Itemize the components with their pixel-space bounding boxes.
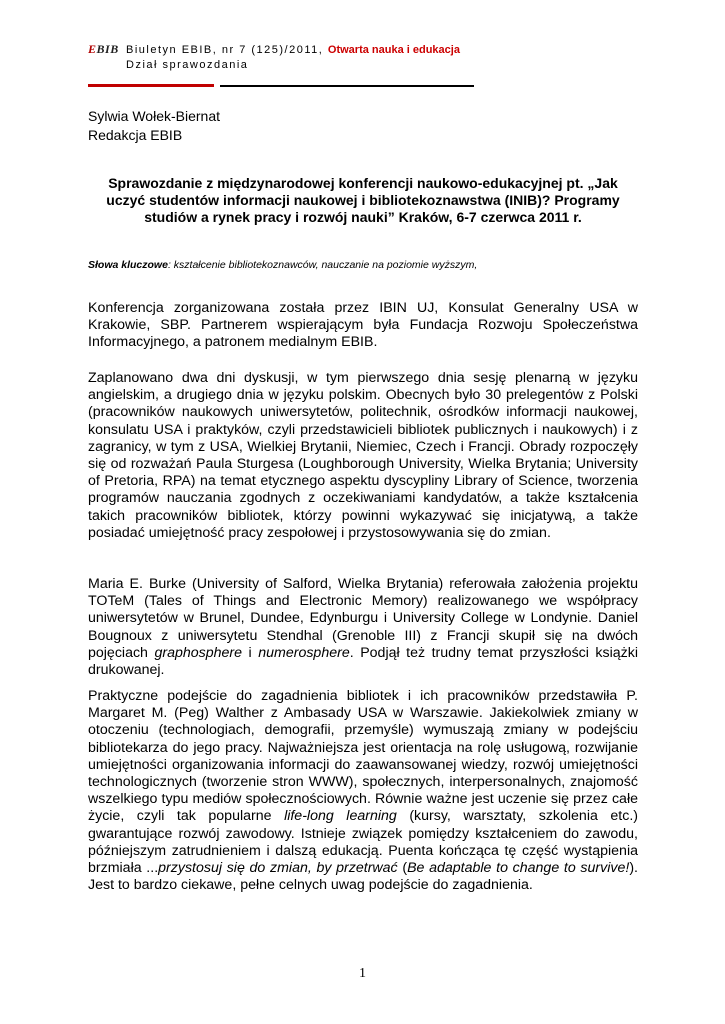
author-org: Redakcja EBIB bbox=[88, 127, 183, 143]
keywords bbox=[88, 259, 477, 271]
header-rule-red bbox=[88, 84, 214, 87]
issue-label: Biuletyn EBIB, nr 7 (125)/2011, bbox=[126, 44, 324, 56]
p3-term-numerosphere: numerosphere bbox=[258, 644, 350, 661]
p3-text: . Podjął też trudny temat przyszłości książki drukowanej. bbox=[88, 644, 639, 679]
p3-text: i bbox=[242, 644, 259, 661]
paragraph-1: Konferencja zorganizowana została przez IBIN UJ, Konsulat Generalny USA w Krakowie, SBP. Partnerem wspierającym była Fundacja Rozwoju Społeczeństwa Informacyjnego, a patronem medialnym EBIB. bbox=[88, 300, 638, 351]
p4-quote-pl: przystosuj się do zmian, by przetrwać bbox=[158, 860, 398, 877]
p4-text: ). Jest to bardzo ciekawe, pełne celnych uwag podejście do zagadnienia. bbox=[88, 860, 638, 894]
logo-prefix: E bbox=[88, 42, 97, 56]
logo-rest: BIB bbox=[96, 42, 119, 56]
department-label: Dział sprawozdania bbox=[126, 59, 249, 71]
p3-text: Maria E. Burke (University of Salford, Wielka Brytania) referowała założenia projektu TOTeM (Tales of Things and Electronic Memory) realizowanego we współpracy uniwersytetów w Brunel, Dundee, Edynburgu i University College w Londynie. Daniel Bougnoux z uniwersytetu Stendhal (Grenoble III) z Francji skupił się na dwóch pojęciach bbox=[88, 576, 638, 661]
p4-text: ( bbox=[397, 860, 408, 877]
paragraph-2: Zaplanowano dwa dni dyskusji, w tym pierwszego dnia sesję plenarną w języku angielskim, a drugiego dnia w języku polskim. Obecnych było 30 prelegentów z Polski (pracowników naukowych uniwersytetów, politechnik, ośrodków informacji naukowej, konsulatu USA i praktyków, czyli przedstawicieli bibliotek publicznych i naukowych) i z zagranicy, w tym z USA, Wielkiej Brytanii, Niemiec, Czech i Francji. Obrady rozpoczęły się od rozważań Paula Sturgesa (Loughborough University, Wielka Brytania; University of Pretoria, RPA) na temat etycznego aspektu dyscypliny Library of Science, tworzenia programów nauczania zgodnych z oczekiwaniami kandydatów, a także kształcenia takich pracowników bibliotek, którzy powinni wykazywać się inicjatywą, a także posiadać umiejętność pracy zespołowej i przystosowywania się do zmian. bbox=[88, 370, 638, 541]
keywords-label: Słowa kluczowe bbox=[88, 259, 168, 271]
header-rule-black bbox=[220, 85, 474, 87]
paragraph-4 bbox=[88, 688, 638, 894]
p4-quote-en: Be adaptable to change to survive! bbox=[407, 860, 630, 877]
page-number: 1 bbox=[359, 966, 366, 981]
keywords-text: : kształcenie bibliotekoznawców, nauczanie na poziomie wyższym, bbox=[167, 259, 478, 271]
paragraph-3 bbox=[88, 576, 638, 679]
p4-term-lifelong: life-long learning bbox=[284, 808, 397, 825]
p4-text: Praktyczne podejście do zagadnienia bibliotek i ich pracowników przedstawiła P. Margaret M. (Peg) Walther z Ambasady USA w Warszawie. Jakiekolwiek zmiany w otoczeniu (technologiach, demografii, przemyśle) wymuszają zmiany w podejściu bibliotekarza do jego pracy. Najważniejsza jest orientacja na rolę usługową, rozwijanie umiejętności organizowania informacji do zaawansowanej wiedzy, rozwój umiejętności technologicznych (tworzenie stron WWW), społecznych, interpersonalnych, znajomość wszelkiego typu mediów społecznościowych. Równie ważne jest uczenie się przez całe życie, czyli tak popularne bbox=[88, 688, 638, 825]
author-block bbox=[88, 107, 220, 145]
section-name: Otwarta nauka i edukacja bbox=[327, 44, 460, 56]
page-header bbox=[88, 42, 648, 92]
p4-text: (kursy, warsztaty, szkolenia etc.) gwarantujące rozwój zawodowy. Istnieje związek pomiędzy kształceniem do zawodu, późniejszym zatrudnieniem i dalszą edukacją. Puenta kończąca tę część wystąpienia brzmiała ... bbox=[88, 808, 639, 877]
author-name: Sylwia Wołek-Biernat bbox=[88, 108, 221, 124]
ebib-logo bbox=[88, 42, 119, 57]
bulletin-issue bbox=[126, 44, 460, 56]
report-title: Sprawozdanie z międzynarodowej konferencji naukowo-edukacyjnej pt. „Jak uczyć studentów informacji naukowej i bibliotekoznawstwa (INIB)? Programy studiów a rynek pracy i rozwój nauki” Kraków, 6-7 czerwca 2011 r. bbox=[106, 175, 620, 225]
p3-term-graphosphere: graphosphere bbox=[154, 644, 243, 661]
